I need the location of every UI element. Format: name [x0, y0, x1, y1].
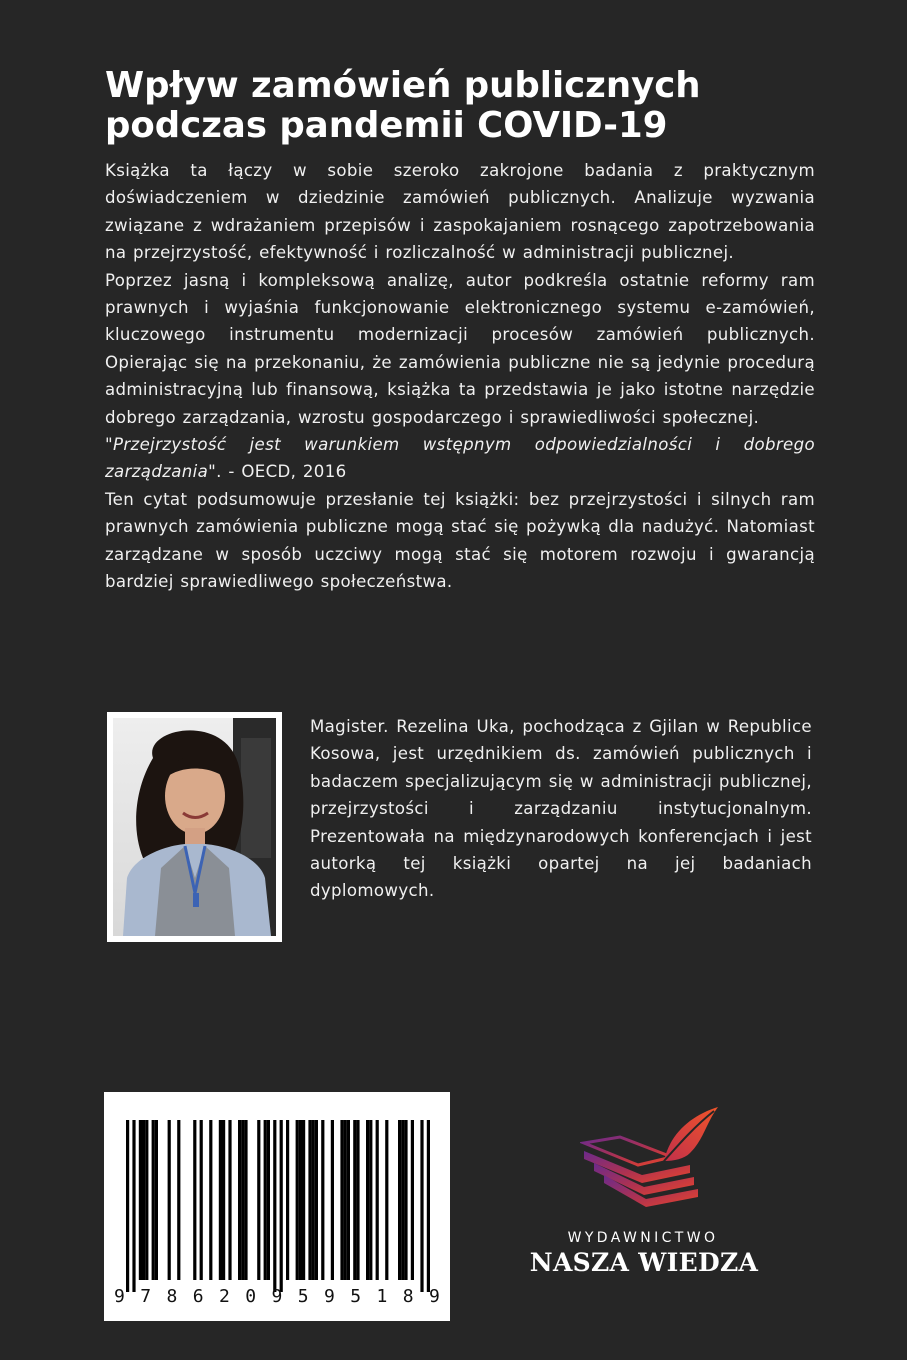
barcode-bar [299, 1120, 302, 1280]
title-line-1: Wpływ zamówień publicznych [105, 65, 701, 106]
barcode-bar [177, 1120, 180, 1280]
barcode-bar [238, 1120, 241, 1280]
barcode-bar [404, 1120, 407, 1280]
book-quill-icon [580, 1103, 725, 1223]
isbn-digit: 9 [271, 1286, 283, 1307]
barcode-bar [244, 1120, 247, 1280]
barcode-bar [376, 1120, 379, 1280]
barcode-bar [193, 1120, 196, 1280]
isbn-digit: 1 [376, 1286, 388, 1307]
isbn-digit: 8 [402, 1286, 414, 1307]
barcode-bar [264, 1120, 267, 1280]
barcode-bar [312, 1120, 315, 1280]
barcode-bar [315, 1120, 318, 1280]
barcode-bar [296, 1120, 299, 1280]
barcode-bar [401, 1120, 404, 1280]
publisher-label: WYDAWNICTWO [567, 1230, 719, 1246]
barcode-bar [302, 1120, 305, 1280]
barcode-bar [200, 1120, 203, 1280]
quote-open-mark: " [105, 435, 113, 455]
isbn-digit: 8 [166, 1286, 178, 1307]
barcode-bar [308, 1120, 311, 1280]
barcode-bar [142, 1120, 145, 1280]
barcode-bar [228, 1120, 231, 1280]
barcode-bar [321, 1120, 324, 1280]
barcode-bar [286, 1120, 289, 1280]
barcode-bar [356, 1120, 359, 1280]
author-bio: Magister. Rezelina Uka, pochodząca z Gjilan w Republice Kosowa, jest urzędnikiem ds. zamówień publicznych i badaczem specjalizującym się w administracji publicznej, przejrzystości i zarządzaniu instytucjonalnym. Prezentowała na międzynarodowych konferencjach i jest autorką tej książki opartej na jej badaniach dyplomowych. [310, 717, 812, 901]
barcode-bar [420, 1120, 423, 1292]
barcode-bars [104, 1092, 450, 1292]
author-photo [107, 712, 282, 942]
quote [105, 431, 815, 486]
book-description [105, 157, 815, 596]
barcode-bar [209, 1120, 212, 1280]
barcode-bar [353, 1120, 356, 1280]
isbn-digit: 7 [140, 1286, 152, 1307]
isbn-barcode [104, 1092, 450, 1321]
isbn-digit: 9 [429, 1286, 440, 1307]
barcode-bar [155, 1120, 158, 1280]
isbn-digit: 9 [114, 1286, 125, 1307]
quote-text: Przejrzystość jest warunkiem wstępnym odpowiedzialności i dobrego zarządzania [105, 435, 815, 482]
description-paragraph-2: Poprzez jasną i kompleksową analizę, autor podkreśla ostatnie reformy ram prawnych i wyjaśnia funkcjonowanie elektronicznego systemu e-zamówień, kluczowego instrumentu modernizacji procesów zamówień publicznych. Opierając się na przekonaniu, że zamówienia publiczne nie są jedynie procedurą administracyjną lub finansową, książka ta przedstawia je jako istotne narzędzie dobrego zarządzania, wzrostu gospodarczego i sprawiedliwości społecznej. [105, 270, 815, 427]
quote-source: ". - OECD, 2016 [208, 462, 347, 482]
barcode-bar [241, 1120, 244, 1280]
isbn-digit: 9 [324, 1286, 335, 1307]
description-paragraph-1: Książka ta łączy w sobie szeroko zakrojone badania z praktycznym doświadczeniem w dziedzinie zamówień publicznych. Analizuje wyzwania związane z wdrażaniem przepisów i zaspokajaniem rosnącego zapotrzebowania na przejrzystość, efektywność i rozliczalność w administracji publicznej. [105, 161, 815, 263]
book-title [105, 66, 825, 146]
barcode-bar [132, 1120, 135, 1292]
barcode-bar [398, 1120, 401, 1280]
description-paragraph-3: Ten cytat podsumowuje przesłanie tej książki: bez przejrzystości i silnych ram prawnych zamówienia publiczne mogą stać się pożywką dla nadużyć. Natomiast zarządzane w sposób uczciwy mogą stać się motorem rozwoju i gwarancją bardziej sprawiedliwego społeczeństwa. [105, 489, 815, 592]
barcode-bar [267, 1120, 270, 1280]
barcode-bar [347, 1120, 350, 1280]
isbn-number [114, 1286, 440, 1307]
barcode-bar [385, 1120, 388, 1280]
barcode-bar [340, 1120, 343, 1280]
barcode-bar [152, 1120, 155, 1280]
isbn-digit: 5 [297, 1286, 309, 1307]
isbn-digit: 0 [245, 1286, 257, 1307]
barcode-bar [168, 1120, 171, 1280]
barcode-bar [126, 1120, 129, 1292]
barcode-bar [139, 1120, 142, 1280]
barcode-bar [331, 1120, 334, 1280]
barcode-bar [344, 1120, 347, 1280]
author-portrait-image [113, 718, 276, 936]
barcode-bar [219, 1120, 222, 1280]
isbn-digit: 5 [350, 1286, 362, 1307]
isbn-digit: 2 [219, 1286, 230, 1307]
barcode-bar [366, 1120, 369, 1280]
barcode-bar [222, 1120, 225, 1280]
barcode-bar [427, 1120, 430, 1292]
barcode-bar [273, 1120, 276, 1292]
title-line-2: podczas pandemii COVID-19 [105, 105, 668, 146]
isbn-digit: 6 [192, 1286, 204, 1307]
barcode-bar [369, 1120, 372, 1280]
barcode-bar [280, 1120, 283, 1292]
publisher-name: NASZA WIEDZA [529, 1248, 759, 1277]
barcode-bar [411, 1120, 414, 1280]
barcode-bar [257, 1120, 260, 1280]
barcode-bar [145, 1120, 148, 1280]
